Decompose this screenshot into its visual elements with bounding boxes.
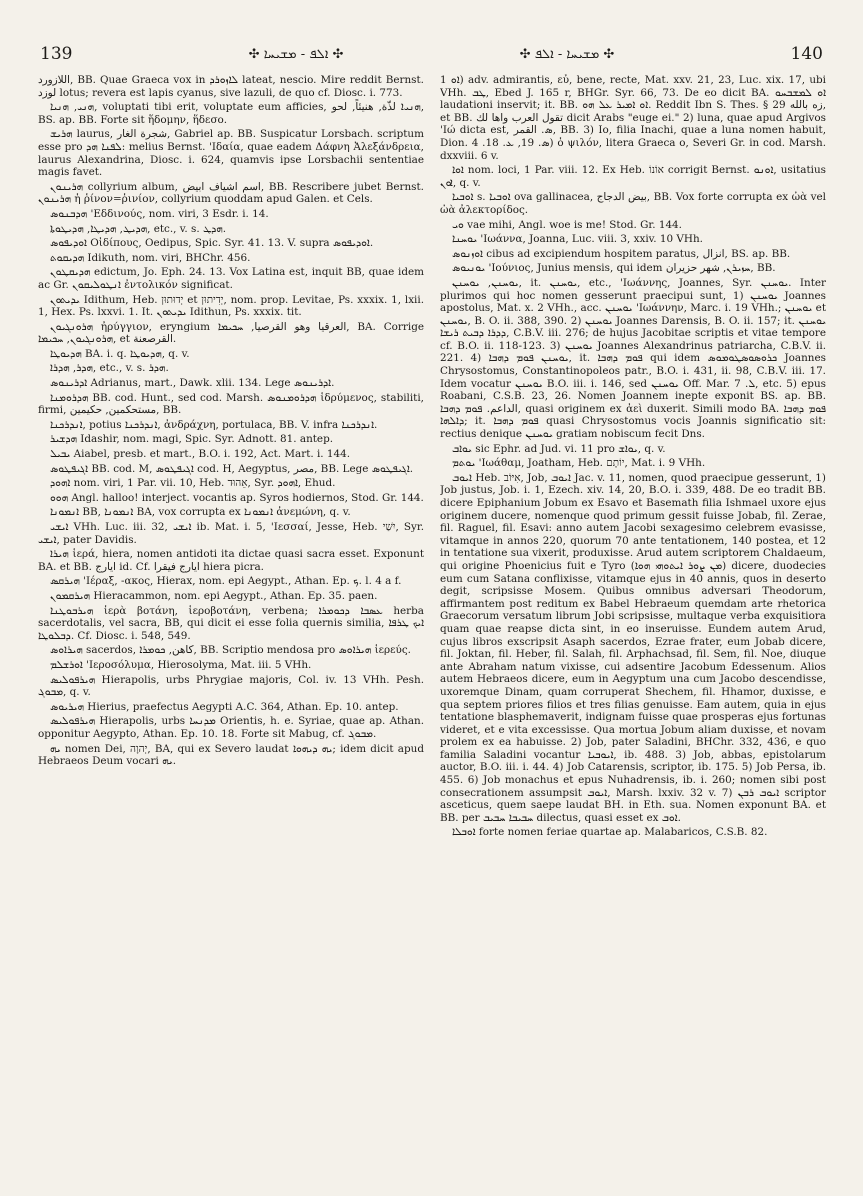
right-column <box>440 74 826 1166</box>
dictionary-entry: ܝܘܚܢܐ 'Ιωάννα, Joanna, Luc. viii. 3, xxiv. 10 VHh. <box>452 233 703 246</box>
dictionary-entry: ܐܘܕܝܦܘܣ Οἰδίπους, Oedipus, Spic. Syr. 41. 13. V. supra ܐܘܕܝܦܘܣ. <box>50 237 374 250</box>
dictionary-entry: ܐܝܘܒ Heb. אִיּוֹב, Job, ܐܝܘܒ Jac. v. 11, nomen, quod praecipue gesserunt, 1) Job justus, Job. i. 1, Ezech. xiv. 14, 20, B.O. i. 339, 488. De eo tradit BB. dicere Epiphanium Jobum ex Esavo et Basemath filia Ishmael uxore ejus originem ducere, nomenque quod primum gessit fuisse Jobab, fil. Zerae, fil. Raguel, fil. Esavi: anno autem Jacobi sexagesimo celebrem evasisse, vitamque in annos 220, quorum 70 ante tentationem, 140 postea, et 12 in tentatione sua vixerit, produxisse. Arud autem scriptorem Chaldaeum, qui origine Phoenicius fuit e Tyro (ܡܢ ܨܘܪ ܐܝܬܘܗܝ ܗܘܐ) dicere, duodecies eum cum Satana conflixisse, vitamque ejus in 40 annis, quos in deserto degit, scripsisse Mosem. Quibus omnibus adversari Theodorum, affirmantem post reditum ex Babel Hebraeum quemdam arte rhetorica Graecorum versatum librum Jobi scripsisse, multaque verba exquisitiora quam quae reapse dicta sint, in eo inseruisse. Eundem autem Arud, cujus libros exscripsit Asaph sacerdos, Ezrae frater, eum Jobab dicere, fil. Joktan, fil. Heber, fil. Salah, fil. Arphachsad, fil. Sem, fil. Noe, diuque ante Abraham natum vixisse, cui adsentire Jacobum Edessenum. Alios autem Hebraeos dicere, eum in Aegyptum una cum Jacobo descendisse, uxoremque Dinam, quam corruperat Shechem, fil. Hhamor, duxisse, e qua septem priores filios et tres filias genuisse. Eam autem, quia in ejus tentatione blasphemaverit, indignam fuisse quae prosperas ejus fortunas videret, et e vita excessisse. Qua mortua Jobum aliam duxisse, et novam prolem ex ea habuisse. 2) Job, pater Saladini, BHChr. 332, 436, e quo familia Saladini vocantur ܐܝܘܒܝܐ, ib. 488. 3) Job, abbas, epistolarum auctor, B.O. iii. i. 44. 4) Job Catarensis, scriptor, ib. 175. 5) Job Persa, ib. 455. 6) Job monachus et epus Nuhadrensis, ib. i. 260; nomen sibi post consecrationem assumpsit ܐܝܘܒ, Marsh. lxxiv. 32 v. 7) ܐܝܘܒ ܪܒܢ scriptor asceticus, quem saepe laudat BH. in Eth. sua. Nomen exponunt BA. et BB. per ܚܒܝܒܐ ܚܒܝܒ dilectus, quasi esset ex ܐܘܒ. <box>440 471 826 824</box>
dictionary-entry: ܐܘܒܝܐ s. ܐܘܒܝܐ ova gallinacea, بيض الدجاج, BB. Vox forte corrupta ex ὠὰ vel ὠὰ ἀλεκτορίδος. <box>440 191 826 216</box>
dictionary-entry: ܗܝܪܒܘܛܢܐ ἱερὰ βοτάνη, ἱεροβοτάνη, verbena; ܥܣܒܐ ܕܟܘܡܪܐ herba sacerdotalis, vel sacra, BB, qui dicit ei esse folia quernis similia, ܐܝܟ ܛܪܦܐ ܕܒܠܘܛܐ. Cf. Diosc. i. 548, 549. <box>38 604 424 642</box>
dictionary-entry: ܐܝܫܝ VHh. Luc. iii. 32, ܐܝܫܝ ib. Mat. i. 5, 'Ιεσσαί, Jesse, Heb. יִשַׁי, Syr. ܐܝܫܝ, pater Davidis. <box>38 521 424 546</box>
dictionary-entry: ܗܕܒܢܘܣ 'Εδδινούς, nom. viri, 3 Esdr. i. 14. <box>50 207 269 220</box>
dictionary-entry: ܐܘܐ nom. loci, 1 Par. viii. 12. Ex Heb. אוֹנוֹ corrigit Bernst. ܐܘܢܘ, usitatius ܐܘܢ, q. v. <box>440 164 826 189</box>
dictionary-entry: ܗܕܝܩܘܬ Idikuth, nom. viri, BHChr. 456. <box>50 251 251 264</box>
dictionary-entry: ܐܘܪܫܠܡ 'Ιεροσόλυμα, Hierosolyma, Mat. iii. 5 VHh. <box>50 658 312 671</box>
dictionary-entry: ܝܘܬܡ 'Ιωάθαμ, Joatham, Heb. יוֹתָם, Mat. i. 9 VHh. <box>452 457 706 470</box>
left-column <box>38 74 424 1166</box>
dictionary-entry: ܗܝܪܐ ἱερά, hiera, nomen antidoti ita dictae quasi sacra esset. Exponunt BA. et BB. ايارج id. Cf. ايارج فيقرا hiera picra. <box>38 548 424 573</box>
left-page-number: 139 <box>40 44 73 64</box>
dictionary-entry: ܝܒܝܠ Aiabel, presb. et mart., B.O. i. 192, Act. Mart. i. 144. <box>50 448 351 461</box>
dictionary-entry: ܐܘܙܢܘܣ cibus ad excipiendum hospitem paratus, انزال, BS. ap. BB. <box>452 247 791 260</box>
dictionary-entry: ܐܘ 1) adv. admirantis, εὖ, bene, recte, Mat. xxv. 21, 23, Luc. xix. 17, ubi VHh. ܛܒ, Ebed J. 165 r, BHGr. Syr. 66, 73. De eo dicit BA. ܐܘ ܠܡܫܒܚܘ laudationi inservit; it. BB. ܐܘ ܐܡܝܪ ܥܠ ܗܘ. Reddit Ibn S. Thes. § 29 زه بالله, et BB. تقول العرب واها لك dicit Arabs "euge ei." 2) luna, quae apud Argivos 'Ιώ dicta est, ܣ. القمر, BB. 3) Io, filia Inachi, quae a luna nomen habuit, Dion. ܣ. 19, ܥ. 18. 4) ὁ ψιλόν, litera Graeca o, Severi Gr. in cod. Marsh. dxxviii. 6 v. <box>440 74 826 162</box>
dictionary-entry: ܗܪܝܫ laurus, شجرة الغار, Gabriel ap. BB. Suspicatur Lorsbach. scriptum esse pro ܠܦܢܐ ܗܕ: melius Bernst. 'Ιδαία, quae eadem Δάφνη Ἀλεξάνδρεια, laurus Alexandrina, Diosc. i. 624, quamvis ipse Lorsbachii sententiae magis favet. <box>38 128 424 179</box>
dictionary-entry: ܗܝܪܐܘܣ sacerdos, كاهن, ܟܘܡܪܐ, BB. Scriptio mendosa pro ܗܝܪܐܘܣ ἱερεύς. <box>50 644 411 657</box>
right-page-number: 140 <box>790 44 823 64</box>
dictionary-entry: ܗܘܘ Angl. halloo! interject. vocantis ap. Syros hodiernos, Stod. Gr. 144. <box>50 491 424 504</box>
dictionary-entry: ܗܝܪܦܘܠܝܣ Hierapolis, urbs ܡܕܢܚܐ Orientis, h. e. Syriae, quae ap. Athan. opponitur Aegypto, Athan. Ep. 10. 18. Forte sit Mabug, cf. ܡܒܘܓ. <box>38 715 424 740</box>
dictionary-entry: ܗܕܝܘܛܐ BA. i. q. ܗܕܝܘܛܐ, q. v. <box>50 347 190 360</box>
dictionary-entry: ܗܢܝ, ܗܢܝܐ, voluptati tibi erit, voluptate eum afficies, ܗܢܝ‌ܐ لذّة, هنيئاً, لحو, BS. ap. BB. Forte sit ἥδομην, ἥδεσο. <box>38 101 424 126</box>
dictionary-entry: ܐܢܕܪܟܢܐ, potius ܐܢܕܪܟܢܐ, ἀνδράχνη, portulaca, BB. V. infra ܐܢܕܪܟܢܐ. <box>50 418 378 431</box>
dictionary-entry: ܗܪܝܢܘܢ collyrium album, اسم اشياف ابيض, BB. Rescribere jubet Bernst. ܗܪܝܢܘܢ ἡ ῥίνον=ῥινίον, collyrium quoddam apud Galen. et Cels. <box>38 180 424 206</box>
page-header <box>40 40 823 68</box>
dictionary-entry: اللازورد, BB. Quae Graeca vox in ܠܐܙܘܪܕ lateat, nescio. Mire reddit Bernst. لوزد lotus; revera est lapis cyanus, sive lazuli, de quo cf. Diosc. i. 773. <box>38 74 424 99</box>
dictionary-entry: ܗܝܪܩܡܘܢ Hieracammon, nom. epi Aegypt., Athan. Ep. 35. paen. <box>50 589 378 602</box>
dictionary-entry: ܗܕܝܛ, ܗܕܝܛܐ, ܗܕܝܛܘܬܐ, etc., v. s. ܗܕܛ. <box>50 222 227 235</box>
dictionary-entry: ܗܕܝܩܛܘܢ edictum, Jo. Eph. 24. 13. Vox Latina est, inquit BB, quae idem ac Gr. ܐܢܛܘܠܝܩܘܢ ἐντολικόν significat. <box>38 266 424 291</box>
dictionary-entry: ܗܕܫܝܪ Idashir, nom. magi, Spic. Syr. Adnott. 81. antep. <box>50 433 334 446</box>
dictionary-entry: ܐܓܝܦܛܘܣ BB. cod. M, ܐܓܝܦܛܘܣ cod. H, Aegyptus, مصر, BB. Lege ܐܓܝܦܛܘܣ. <box>50 462 414 475</box>
dictionary-entry: ܐܢܡܘܢܐ BB, ܐܢܡܘܢܐ BA, vox corrupta ex ܐܢܡܘܢܐ ἀνεμώνη, q. v. <box>50 506 351 519</box>
dictionary-entry: ܝܘܚܢܢ, ܝܘܚܢܢ, it. ܝܘܚܢܢ, etc., 'Ιωάννης, Joannes, Syr. ܝܘܚܢܢ. Inter plurimos qui hoc nomen gesserunt praecipui sunt, 1) ܝܘܚܢܢ Joannes apostolus, Mat. x. 2 VHh., acc. ܝܘܚܢܢ 'Ιωάννην, Marc. i. 19 VHh.; ܝܘܚܢܢ et ܝܘܚܢܢ, B. O. ii. 388, 390. 2) ܝܘܚܢܢ Joannes Darensis, B. O. ii. 157; it. ܝܘܚܢܢ ܕܕܪܐ ܕܒܝܬ ܪܝܫܐ, C.B.V. iii. 276; de hujus Jacobitae scriptis et vitae tempore cf. B.O. ii. 118-123. 3) ܝܘܚܢܢ Joannes Alexandrinus patriarcha, C.B.V. ii. 221. 4) ܝܘܚܢܢ ܦܘܡ ܕܗܒܐ, it. ܦܘܡ ܕܗܒܐ qui idem ܟܪܘܣܘܣܛܘܡܘܣ Joannes Chrysostomus, Constantinopoleos patr., B.O. i. 431, ii. 98, C.B.V. iii. 17. Idem vocatur ܝܘܚܢܢ B.O. iii. i. 146, sed ܝܘܚܢܢ Off. Mar. ܠ. 7, etc. 5) epus Roabani, C.S.B. 23, 26. Nomen Joannem inepte exponit BS. ap. BB. الداعم. ܦܘܡ ܕܗܒܐ, quasi originem ex ἀεὶ duxerit. Simili modo BA. ܦܘܡ ܕܗܒܐ ܕܐܠܗܐ; it. ܦܘܡ ܕܗܒܐ quasi Chrysostomus vocis Joannis significatio sit: rectius denique ܝܘܚܢܢ gratiam nobiscum fecit Dns. <box>440 276 826 441</box>
dictionary-entry: ܗܕܪܘܡܢܐ BB. cod. Hunt., sed cod. Marsh. ܗܕܪܘܡܢܘܣ ἱδρύμενος, stabiliti, firmi, مستحكمين, حكيمين, BB. <box>38 391 424 417</box>
dictionary-entry: ܝܘܐܒ sic Ephr. ad Jud. vi. 11 pro ܝܘܐܫ, q. v. <box>452 442 666 455</box>
dictionary-entry: ܘܝ vae mihi, Angl. woe is me! Stod. Gr. 144. <box>452 218 682 231</box>
dictionary-entry: ܝܘܢܝܘܣ 'Ιούνιος, Junius mensis, qui idem ܚܙܝܪܢ, شهر حزيران, BB. <box>452 262 776 275</box>
left-running-head: ✣ ܐܠܦ - ܡܫܝܚܐ ✣ <box>248 46 344 62</box>
dictionary-entry: ܗܝܪܩܣ 'Ιέραξ, -ακος, Hierax, nom. epi Aegypt., Athan. Ep. ܟ. l. 4 a f. <box>50 575 402 588</box>
dictionary-entry: ܐܕܪܝܢܘܣ Adrianus, mart., Dawk. xlii. 134. Lege ܐܕܪܝܢܘܣ. <box>50 377 335 390</box>
dictionary-entry: ܗܪܘܢܓܝܘܢ ἠρύγγιον, eryngium العرقيا وهو القرصيا, ܚܟܝܡܐ, BA. Corrige ܗܪܘܢܓܝܘܢ, ܚܟܝܡܐ, et القرصعنة. <box>38 320 424 346</box>
dictionary-entry: ܗܕܪ, ܗܕܪܐ, etc., v. s. ܗܕܪ. <box>50 362 169 375</box>
right-running-head: ✣ ܡܫܝܚܐ - ܐܠܦ ✣ <box>519 46 615 62</box>
dictionary-entry: ܝܗ nomen Dei, יְהוָה, BA, qui ex Severo laudat ܝܗ ܕܝܗܘܐ; idem dicit apud Hebraeos Deum vocari ܝܗ. <box>38 742 424 768</box>
dictionary-entry: ܗܝܪܝܘܣ Hierius, praefectus Aegypti A.C. 364, Athan. Ep. 10. antep. <box>50 700 399 713</box>
dictionary-entry: ܝܕܝܬܘܢ Idithum, Heb. יְדוּתוּן et יְדִיתוּן, nom. prop. Levitae, Ps. xxxix. 1, lxii. 1, Hex. Ps. lxxvi. 1. It. ܝܕܝܬܘܢ Idithun, Ps. xxxix. tit. <box>38 293 424 319</box>
dictionary-entry: ܗܝܪܦܘܠܝܣ Hierapolis, urbs Phrygiae majoris, Col. iv. 13 VHh. Pesh. ܡܒܘܓ, q. v. <box>38 673 424 699</box>
dictionary-entry: ܐܘܒܠܐ forte nomen feriae quartae ap. Malabaricos, C.S.B. 82. <box>452 826 768 839</box>
dictionary-entry: ܐܗܘܕ nom. viri, 1 Par. vii. 10, Heb. אֵהוּד, Syr. ܐܗܘܕ, Ehud. <box>50 477 336 490</box>
